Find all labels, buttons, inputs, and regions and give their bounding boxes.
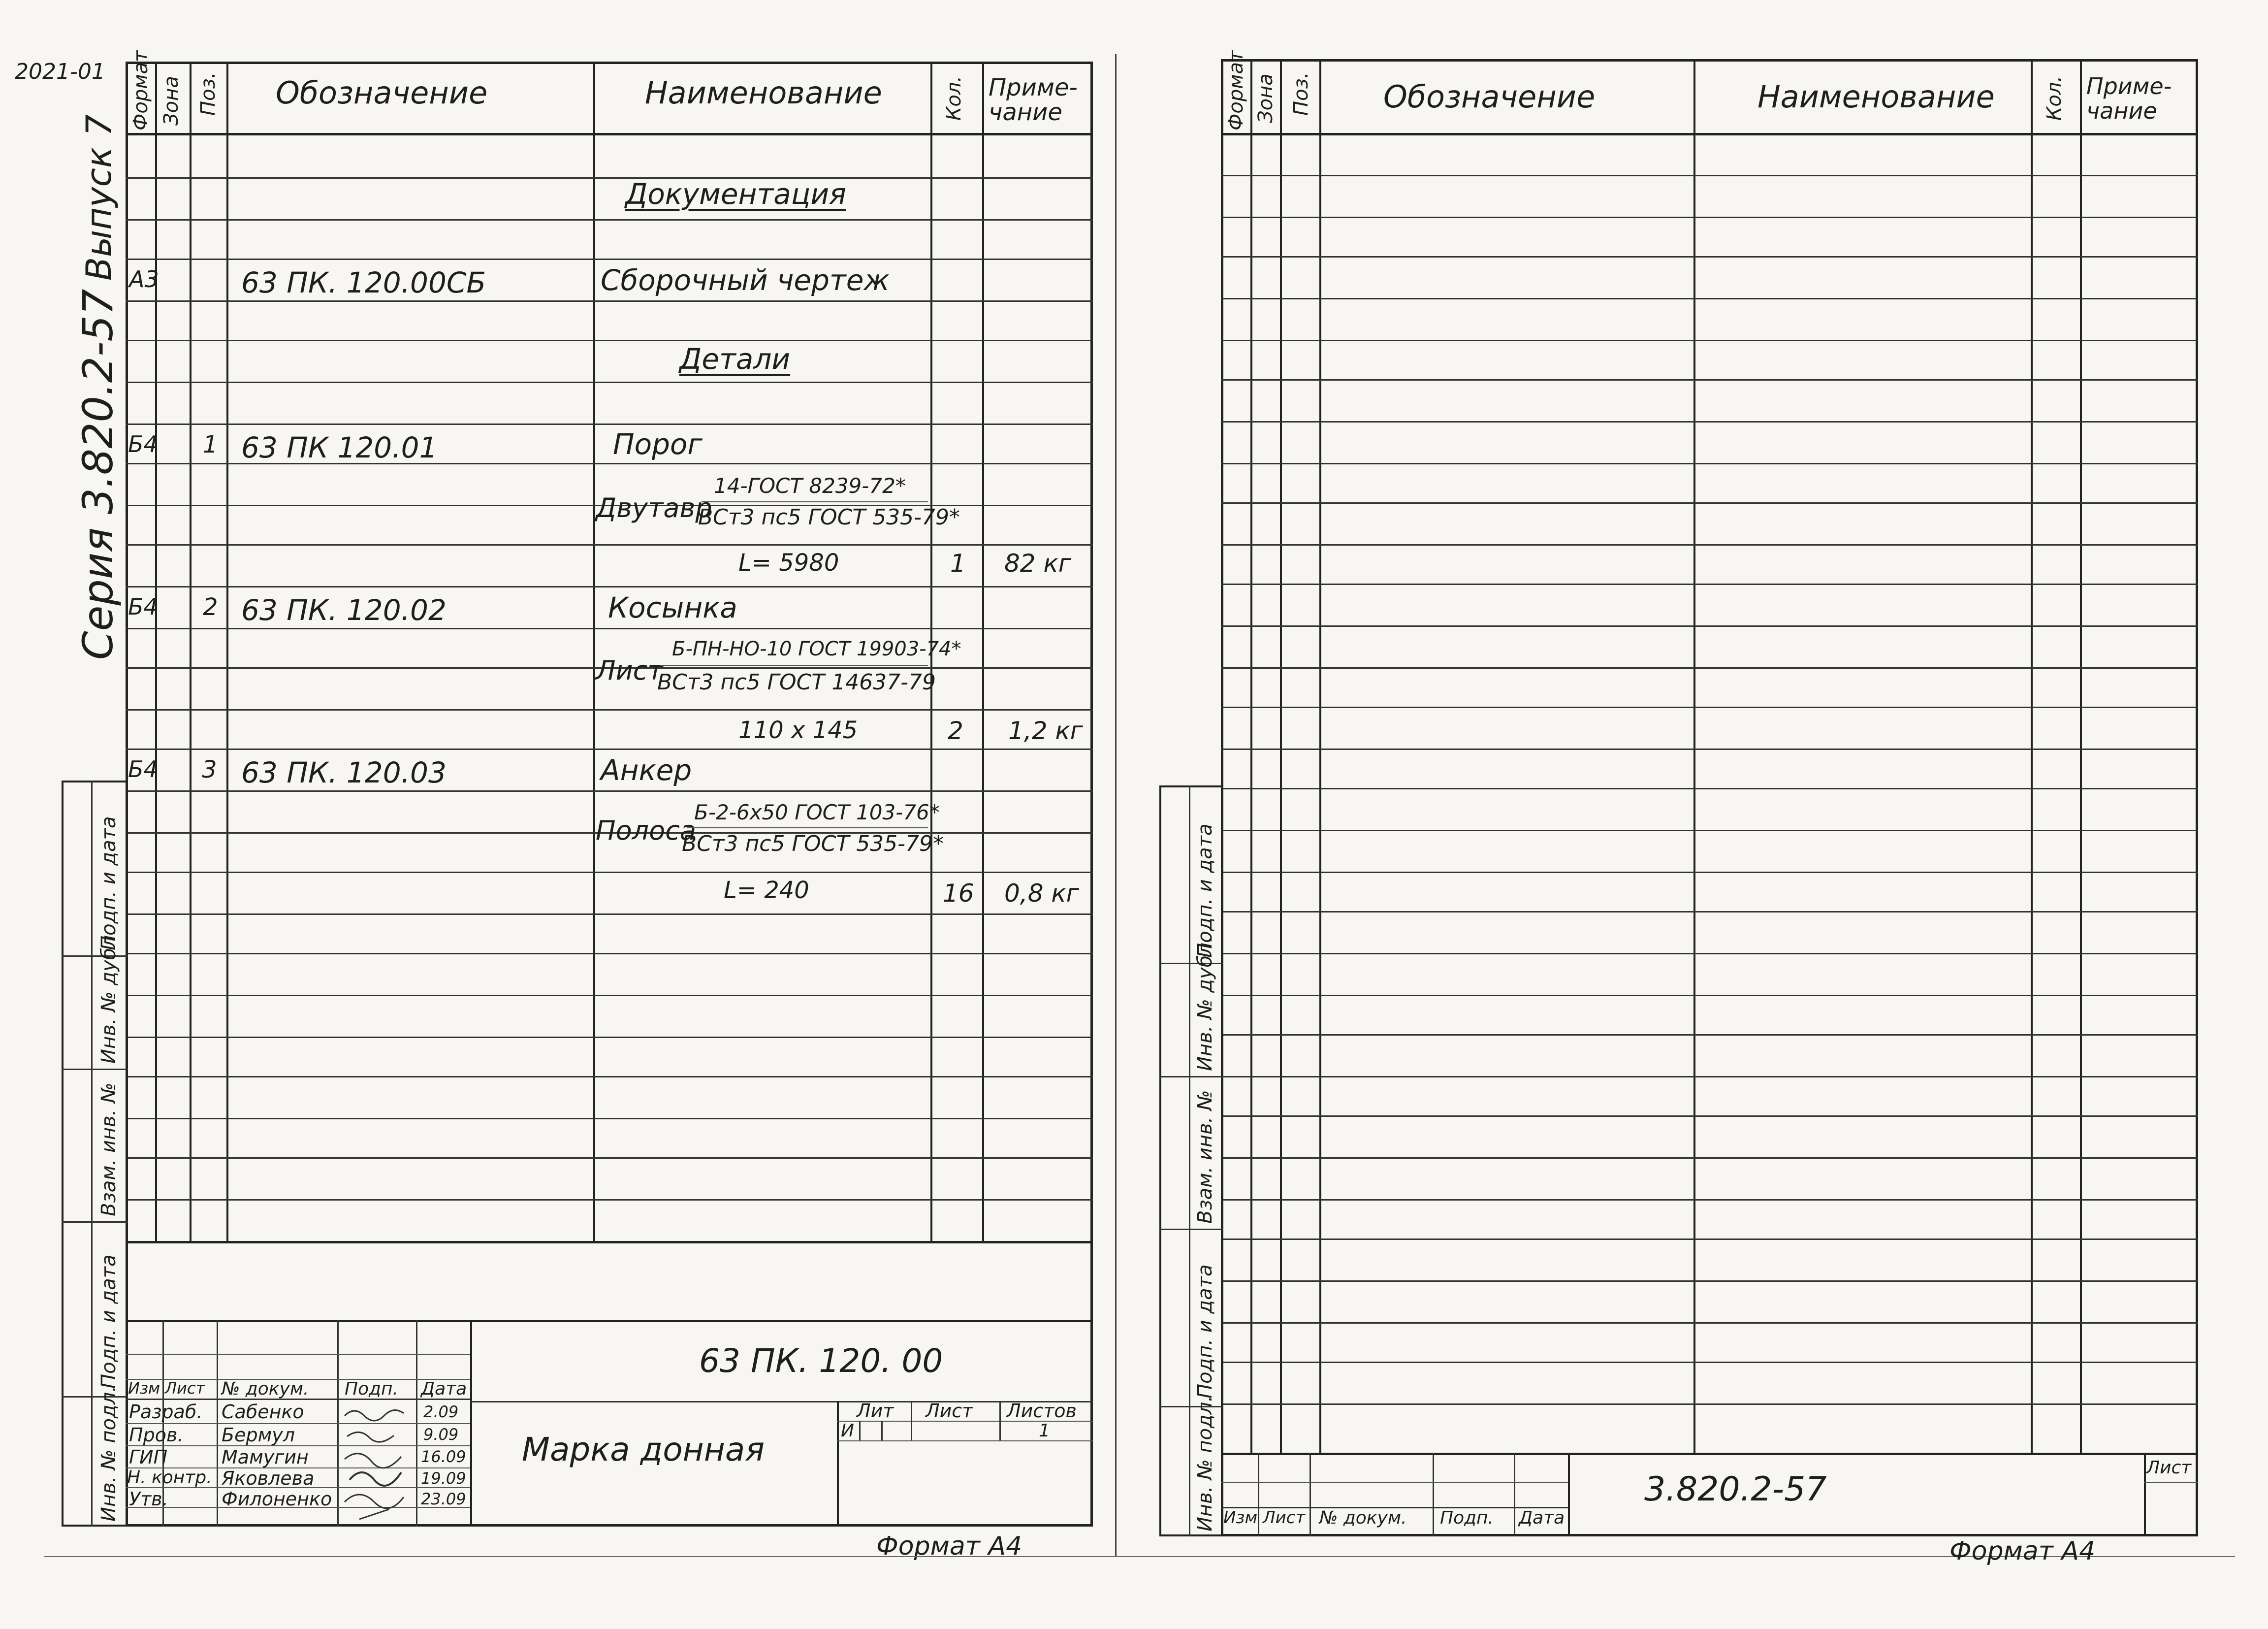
tb-date-4: 19.09 (421, 1469, 466, 1488)
p2-pos: 2 (203, 593, 218, 621)
r-header-qty: Кол. (2043, 75, 2066, 121)
r-header-zone: Зона (1254, 73, 1277, 123)
tb-sheet-label: Лист (926, 1400, 973, 1422)
header-note-2: чание (989, 98, 1062, 126)
left-format-footer: Формат А4 (876, 1531, 1022, 1561)
side-sign-date-1: Подп. и дата (97, 1254, 120, 1389)
series-title: Серия 3.820.2-57 (74, 289, 122, 660)
right-table-frame (1221, 59, 2198, 1536)
tb-date-2: 9.09 (423, 1425, 459, 1444)
r-tb-col-sign: Подп. (1440, 1508, 1494, 1528)
header-zone: Зона (160, 76, 183, 126)
tb-name-2: Бермул (222, 1424, 295, 1446)
p1-material-top: 14-ГОСТ 8239-72* (714, 474, 906, 498)
p1-material-bottom: ВСт3 пс5 ГОСТ 535-79* (698, 505, 960, 530)
p3-qty: 16 (943, 879, 974, 908)
tb-role-1: Разраб. (129, 1401, 203, 1423)
tb-col-doc: № докум. (222, 1379, 309, 1399)
tb-role-3: ГИП (129, 1446, 168, 1468)
r-tb-sheet-label: Лист (2146, 1458, 2192, 1478)
r-side-inv-orig: Инв. № подл. (1194, 1396, 1216, 1531)
section-details: Детали (679, 342, 791, 376)
p1-note: 82 кг (1004, 549, 1071, 578)
side-inv-orig: Инв. № подл. (97, 1386, 120, 1522)
p3-material-prefix: Полоса (596, 815, 696, 846)
sheet-divider (1115, 54, 1117, 1556)
p1-format: Б4 (128, 431, 158, 457)
header-pos: Поз. (197, 72, 220, 116)
r-side-vzam: Взам. инв. № (1194, 1090, 1216, 1224)
r-side-sign-date-2: Подп. и дата (1194, 823, 1216, 958)
p2-qty: 2 (948, 717, 963, 745)
tb-doc-code: 63 ПК. 120. 00 (699, 1342, 943, 1380)
section-documentation: Документация (625, 177, 846, 211)
p2-format: Б4 (128, 593, 158, 620)
tb-col-izm: Изм (128, 1379, 160, 1398)
p3-material-bottom: ВСт3 пс5 ГОСТ 535-79* (682, 831, 944, 856)
tb-sheets-value: 1 (1039, 1421, 1050, 1441)
p1-pos: 1 (203, 431, 218, 458)
tb-date-1: 2.09 (423, 1402, 459, 1421)
tb-col-sign: Подп. (345, 1379, 398, 1399)
p1-qty: 1 (950, 549, 966, 578)
r-tb-col-doc: № докум. (1319, 1508, 1407, 1528)
side-inv-dubl: Инв. № дубл. (97, 929, 120, 1064)
tb-lit-label: Лит (857, 1400, 894, 1422)
tb-name-3: Мамугин (222, 1446, 309, 1468)
p2-name: Косынка (608, 591, 737, 624)
issue-title: Выпуск 7 (79, 114, 119, 281)
r-tb-doc-code: 3.820.2-57 (1644, 1470, 1827, 1509)
tb-col-list: Лист (165, 1379, 205, 1398)
r-tb-col-izm: Изм (1223, 1508, 1258, 1528)
p2-designation: 63 ПК. 120.02 (241, 593, 447, 627)
p3-format: Б4 (128, 756, 158, 782)
side-sign-date-2: Подп. и дата (97, 816, 120, 950)
tb-date-5: 23.09 (421, 1490, 466, 1508)
r-header-note-1: Приме- (2086, 73, 2172, 99)
p3-designation: 63 ПК. 120.03 (241, 756, 447, 789)
doc-designation: 63 ПК. 120.00СБ (241, 266, 486, 299)
tb-sheets-label: Листов (1007, 1400, 1077, 1422)
r-side-inv-dubl: Инв. № дубл. (1194, 936, 1216, 1071)
p3-pos: 3 (202, 756, 217, 783)
side-vzam: Взам. инв. № (97, 1082, 120, 1216)
tb-name-4: Яковлева (222, 1467, 315, 1489)
header-note-1: Приме- (989, 74, 1078, 101)
r-header-pos: Поз. (1290, 72, 1312, 116)
p1-designation: 63 ПК 120.01 (241, 431, 438, 464)
doc-name: Сборочный чертеж (601, 263, 890, 297)
signature-scribbles (340, 1401, 418, 1524)
tb-name-5: Филоненко (222, 1488, 332, 1510)
p3-size: L= 240 (724, 877, 809, 904)
header-designation: Обозначение (276, 75, 488, 111)
r-header-name: Наименование (1757, 79, 1995, 115)
p2-note: 1,2 кг (1008, 717, 1083, 745)
tb-name-1: Сабенко (222, 1401, 304, 1423)
p2-material-bottom: ВСт3 пс5 ГОСТ 14637-79 (657, 670, 936, 695)
tb-col-date: Дата (421, 1379, 467, 1399)
tb-role-4: Н. контр. (127, 1467, 212, 1488)
p1-material-prefix: Двутавр (596, 492, 712, 523)
tb-lit-value: И (841, 1421, 854, 1441)
tb-title: Марка донная (522, 1431, 765, 1468)
r-header-designation: Обозначение (1383, 79, 1596, 115)
bottom-edge-line (44, 1556, 2235, 1557)
p3-material-top: Б-2-6x50 ГОСТ 103-76* (694, 800, 940, 824)
header-qty: Кол. (943, 75, 965, 121)
right-format-footer: Формат А4 (1949, 1536, 2096, 1566)
tb-role-5: Утв. (129, 1488, 168, 1510)
r-header-note-2: чание (2086, 98, 2157, 124)
corner-mark: 2021-01 (15, 59, 105, 84)
doc-format: А3 (129, 266, 159, 293)
tb-date-3: 16.09 (421, 1447, 466, 1466)
r-tb-col-list: Лист (1263, 1508, 1306, 1528)
p1-size: L= 5980 (738, 549, 839, 577)
r-header-format: Формат (1225, 50, 1247, 130)
p2-material-prefix: Лист (596, 655, 663, 686)
r-tb-col-date: Дата (1519, 1508, 1565, 1528)
header-name: Наименование (645, 75, 882, 111)
p3-name: Анкер (601, 753, 692, 787)
tb-role-2: Пров. (129, 1424, 184, 1446)
p1-name: Порог (613, 427, 703, 461)
r-side-sign-date-1: Подп. и дата (1194, 1264, 1216, 1399)
p2-material-top: Б-ПН-НО-10 ГОСТ 19903-74* (672, 638, 961, 660)
p2-size: 110 x 145 (738, 717, 858, 744)
header-format: Формат (129, 50, 152, 130)
p3-note: 0,8 кг (1004, 879, 1079, 908)
